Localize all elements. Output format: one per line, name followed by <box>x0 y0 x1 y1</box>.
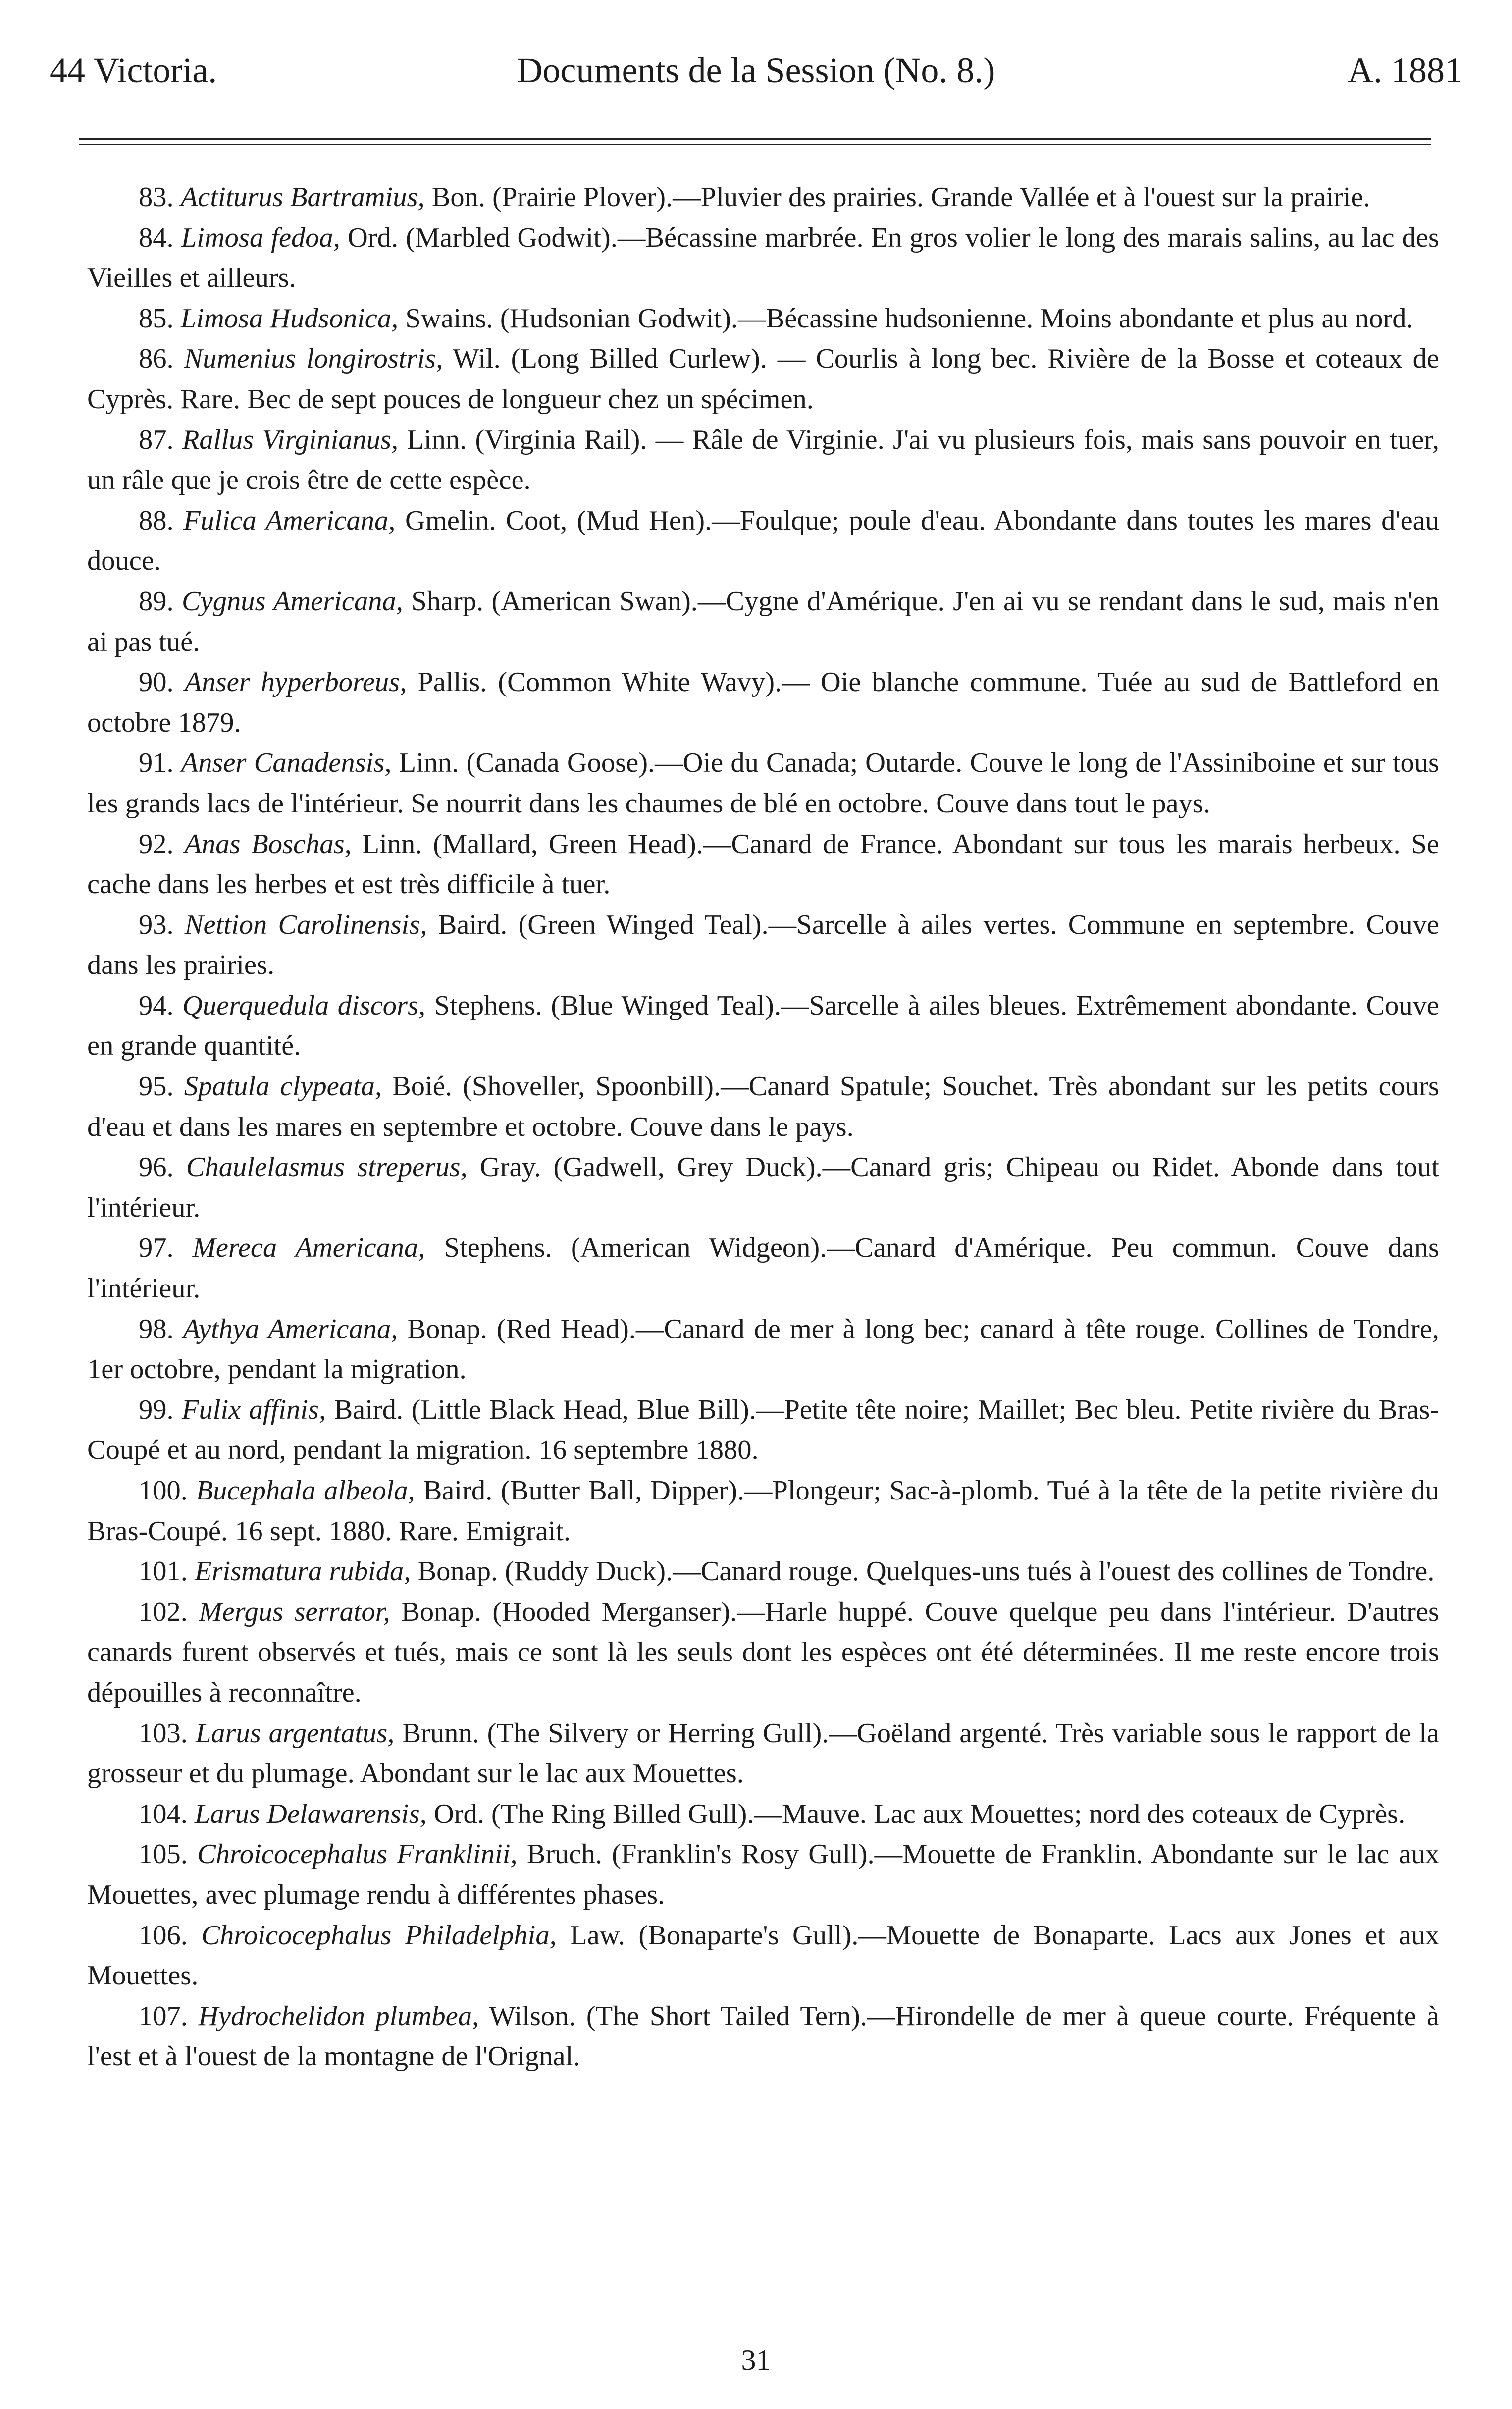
entry-number: 92. <box>139 828 174 859</box>
entry-description: Ord. (The Ring Billed Gull).—Mauve. Lac aux Mouettes; nord des coteaux de Cyprès. <box>426 1798 1406 1829</box>
entry-description: Baird. (Butter Ball, Dipper).—Plongeur; Sac-à-plomb. Tué à la tête de la petite rivière du Bras-Coupé. 16 sept. 1880. Rare. Emigrait. <box>87 1475 1439 1547</box>
entry-description: Bonap. (Hooded Merganser).—Harle huppé. Couve quelque peu dans l'intérieur. D'autres canards furent observés et tués, mais ce sont là les seuls dont les espèces ont été déterminées. Il me reste encore trois dépouilles à reconnaître. <box>87 1596 1440 1708</box>
running-header <box>50 46 1462 95</box>
species-entry <box>87 662 1439 743</box>
scientific-name: Anser hyperboreus, <box>184 667 407 698</box>
species-entry <box>87 299 1439 339</box>
species-entry <box>87 420 1439 501</box>
entry-description: Pallis. (Common White Wavy).— Oie blanche commune. Tuée au sud de Battleford en octobre 1879. <box>87 667 1439 738</box>
entry-number: 89. <box>139 586 174 617</box>
entry-number: 88. <box>139 505 174 536</box>
scientific-name: Fulix affinis, <box>182 1394 326 1425</box>
species-entry <box>87 1067 1439 1147</box>
species-entry <box>87 582 1439 662</box>
scientific-name: Spatula clypeata, <box>184 1071 382 1102</box>
species-entry <box>87 1228 1439 1309</box>
entry-number: 86. <box>139 343 174 375</box>
species-entry <box>87 1916 1439 1996</box>
scientific-name: Fulica Americana, <box>183 505 396 536</box>
species-list <box>87 177 1439 2077</box>
entry-description: Gmelin. Coot, (Mud Hen).—Foulque; poule d'eau. Abondante dans toutes les mares d'eau douce. <box>87 505 1440 577</box>
scientific-name: Chroicocephalus Franklinii, <box>197 1839 518 1870</box>
species-entry <box>87 1147 1439 1228</box>
scientific-name: Larus Delawarensis, <box>195 1798 427 1829</box>
entry-number: 106. <box>139 1920 188 1951</box>
scientific-name: Nettion Carolinensis, <box>184 909 427 940</box>
entry-description: Wil. (Long Billed Curlew). — Courlis à long bec. Rivière de la Bosse et coteaux de Cyprès. Rare. Bec de sept pouces de longueur chez un spécimen. <box>87 343 1439 415</box>
scientific-name: Erismatura rubida, <box>195 1556 411 1587</box>
scientific-name: Limosa Hudsonica, <box>180 303 399 334</box>
entry-description: Boié. (Shoveller, Spoonbill).—Canard Spatule; Souchet. Très abondant sur les petits cours d'eau et dans les mares en septembre et octobre. Couve dans le pays. <box>87 1071 1439 1142</box>
species-entry <box>87 986 1439 1067</box>
entry-description: Swains. (Hudsonian Godwit).—Bécassine hudsonienne. Moins abondante et plus au nord. <box>398 303 1413 334</box>
entry-number: 85. <box>139 303 174 334</box>
entry-number: 103. <box>139 1717 188 1749</box>
entry-description: Ord. (Marbled Godwit).—Bécassine marbrée. En gros volier le long des marais salins, au lac des Vieilles et ailleurs. <box>87 222 1439 294</box>
entry-description: Linn. (Virginia Rail). — Râle de Virginie. J'ai vu plusieurs fois, mais sans pouvoir en tuer, un râle que je crois être de cette espèce. <box>87 424 1439 496</box>
entry-description: Linn. (Canada Goose).—Oie du Canada; Outarde. Couve le long de l'Assiniboine et sur tous les grands lacs de l'intérieur. Se nourrit dans les chaumes de blé en octobre. Couve dans tout le pays. <box>87 748 1440 819</box>
species-entry <box>87 743 1439 824</box>
entry-description: Baird. (Little Black Head, Blue Bill).—Petite tête noire; Maillet; Bec bleu. Petite rivière du Bras-Coupé et au nord, pendant la migration. 16 septembre 1880. <box>87 1394 1440 1466</box>
entry-description: Gray. (Gadwell, Grey Duck).—Canard gris; Chipeau ou Ridet. Abonde dans tout l'intérieur. <box>87 1152 1439 1223</box>
scientific-name: Actiturus Bartramius, <box>180 182 425 213</box>
entry-description: Stephens. (American Widgeon).—Canard d'Amérique. Peu commun. Couve dans l'intérieur. <box>87 1232 1440 1304</box>
entry-number: 90. <box>139 667 174 698</box>
entry-description: Bruch. (Franklin's Rosy Gull).—Mouette de Franklin. Abondante sur le lac aux Mouettes, avec plumage rendu à différentes phases. <box>87 1839 1440 1910</box>
entry-number: 87. <box>139 424 174 455</box>
header-rule-top <box>79 138 1431 140</box>
entry-number: 104. <box>139 1798 188 1829</box>
species-entry <box>87 501 1439 582</box>
scientific-name: Chroicocephalus Philadelphia, <box>201 1920 557 1951</box>
scientific-name: Aythya Americana, <box>183 1313 398 1344</box>
species-entry <box>87 339 1439 420</box>
header-rule-bottom <box>79 144 1431 145</box>
entry-number: 101. <box>139 1556 188 1587</box>
entry-number: 98. <box>139 1313 174 1344</box>
entry-description: Wilson. (The Short Tailed Tern).—Hirondelle de mer à queue courte. Fréquente à l'est et à l'ouest de la montagne de l'Orignal. <box>87 2000 1439 2072</box>
entry-description: Bonap. (Ruddy Duck).—Canard rouge. Quelques-uns tués à l'ouest des collines de Tondre. <box>411 1556 1435 1587</box>
page-number: 31 <box>741 2344 771 2376</box>
header-year: A. 1881 <box>1348 51 1462 90</box>
entry-number: 105. <box>139 1839 188 1870</box>
entry-number: 93. <box>139 909 174 940</box>
entry-description: Stephens. (Blue Winged Teal).—Sarcelle à ailes bleues. Extrêmement abondante. Couve en grande quantité. <box>87 990 1439 1062</box>
scientific-name: Querquedula discors, <box>182 990 426 1021</box>
species-entry <box>87 1592 1439 1713</box>
entry-number: 84. <box>139 222 174 253</box>
scientific-name: Cygnus Americana, <box>181 586 403 617</box>
species-entry <box>87 218 1439 299</box>
entry-number: 83. <box>139 182 174 213</box>
species-entry <box>87 824 1439 905</box>
scientific-name: Numenius longirostris, <box>184 343 443 375</box>
entry-description: Law. (Bonaparte's Gull).—Mouette de Bonaparte. Lacs aux Jones et aux Mouettes. <box>87 1920 1439 1991</box>
entry-number: 97. <box>139 1232 174 1264</box>
scientific-name: Mereca Americana, <box>192 1232 425 1264</box>
entry-description: Linn. (Mallard, Green Head).—Canard de France. Abondant sur tous les marais herbeux. Se cache dans les herbes et est très difficile à tuer. <box>87 828 1440 900</box>
entry-number: 99. <box>139 1394 174 1425</box>
entry-description: Baird. (Green Winged Teal).—Sarcelle à ailes vertes. Commune en septembre. Couve dans les prairies. <box>87 909 1440 981</box>
species-entry <box>87 177 1439 218</box>
entry-description: Bon. (Prairie Plover).—Pluvier des prairies. Grande Vallée et à l'ouest sur la prairie. <box>424 182 1370 213</box>
header-volume: 44 Victoria. <box>50 51 217 90</box>
entry-description: Bonap. (Red Head).—Canard de mer à long bec; canard à tête rouge. Collines de Tondre, 1er octobre, pendant la migration. <box>87 1313 1439 1385</box>
scientific-name: Anser Canadensis, <box>181 748 392 779</box>
species-entry <box>87 1552 1439 1592</box>
entry-number: 102. <box>139 1596 188 1627</box>
species-entry <box>87 1390 1439 1471</box>
species-entry <box>87 1471 1439 1552</box>
entry-number: 100. <box>139 1475 188 1506</box>
scientific-name: Bucephala albeola, <box>196 1475 415 1506</box>
species-entry <box>87 1996 1439 2077</box>
scientific-name: Limosa fedoa, <box>181 222 340 253</box>
species-entry <box>87 1834 1439 1915</box>
species-entry <box>87 1794 1439 1835</box>
scientific-name: Larus argentatus, <box>195 1717 395 1749</box>
entry-description: Brunn. (The Silvery or Herring Gull).—Goëland argenté. Très variable sous le rapport de la grosseur et du plumage. Abondant sur le lac aux Mouettes. <box>87 1717 1439 1789</box>
scientific-name: Anas Boschas, <box>184 828 352 859</box>
entry-number: 95. <box>139 1071 174 1102</box>
entry-number: 91. <box>139 748 174 779</box>
species-entry <box>87 905 1439 986</box>
scientific-name: Chaulelasmus streperus, <box>186 1152 468 1183</box>
scientific-name: Rallus Virginianus, <box>182 424 399 455</box>
species-entry <box>87 1309 1439 1390</box>
entry-number: 94. <box>139 990 174 1021</box>
species-entry <box>87 1713 1439 1794</box>
scientific-name: Hydrochelidon plumbea, <box>198 2000 479 2032</box>
entry-description: Sharp. (American Swan).—Cygne d'Amérique. J'en ai vu se rendant dans le sud, mais n'en ai pas tué. <box>87 586 1439 657</box>
scientific-name: Mergus serrator, <box>199 1596 390 1627</box>
entry-number: 96. <box>139 1152 174 1183</box>
header-title: Documents de la Session (No. 8.) <box>517 51 995 90</box>
entry-number: 107. <box>139 2000 188 2032</box>
